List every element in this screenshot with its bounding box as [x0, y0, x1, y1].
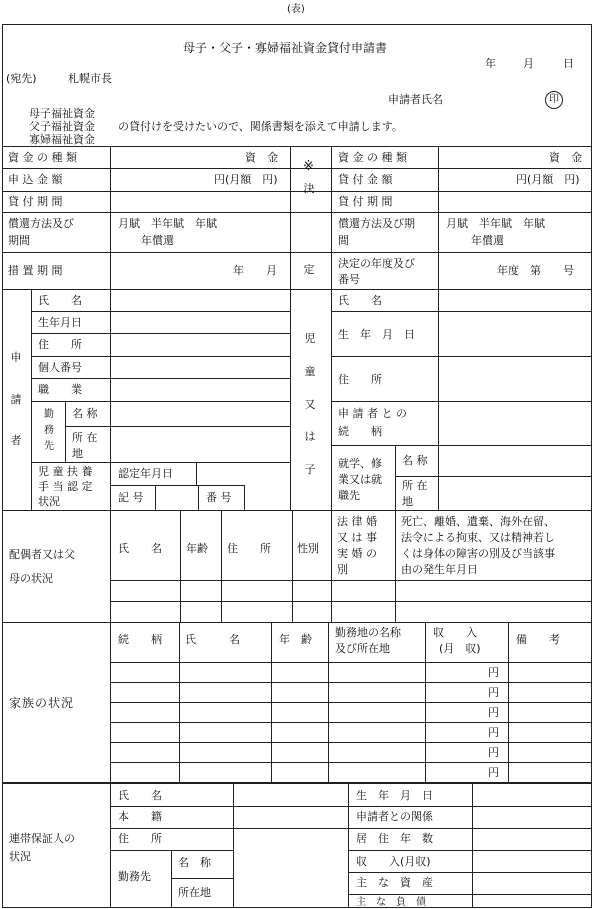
allowance-label-1: 児 童 扶 養: [38, 465, 93, 478]
allowance-label-3: 状況: [38, 495, 60, 508]
workplace-char-1: 勤: [44, 409, 54, 420]
child-char-3: 又: [304, 397, 316, 411]
applicant-name-label: 申請者氏名: [388, 93, 443, 106]
guarantor-address-label: 住 所: [118, 832, 162, 845]
guarantor-birth-label: 生 年 月 日: [356, 789, 433, 802]
child-relation-label-2: 続 柄: [338, 425, 382, 438]
right-repay-value-1: 月賦 半年賦 年賦: [446, 217, 545, 230]
family-section-label: 家族の状況: [9, 696, 75, 710]
left-fund-unit: 資 金: [245, 151, 278, 164]
spouse-section-label-2: 母の状況: [9, 572, 53, 585]
measure-period-unit: 年 月: [233, 264, 277, 277]
loan-amount-unit: 円(月額 円): [516, 173, 580, 186]
marriage-header-1: 法 律 婚: [337, 515, 377, 528]
family-yen-6: 円: [488, 766, 499, 779]
child-char-5: 子: [304, 463, 316, 476]
applicant-char-1: 申: [10, 351, 22, 364]
date-month: 月: [523, 57, 534, 70]
guarantor-section-label-1: 連帯保証人の: [9, 832, 75, 845]
guarantor-domicile-label: 本 籍: [118, 810, 162, 823]
child-name-label: 氏 名: [338, 294, 382, 307]
cause-header-4: 由の発生年月日: [401, 563, 478, 576]
fund-type-3: 寡婦福祉資金: [29, 133, 95, 146]
apply-amount-label: 申 込 金 額: [8, 173, 63, 186]
decision-year-label-1: 決定の年度及び: [338, 257, 415, 270]
guarantor-workplace-label: 勤務先: [118, 870, 151, 883]
number-label: 番 号: [206, 491, 232, 504]
family-yen-1: 円: [488, 666, 499, 679]
child-char-4: は: [304, 430, 316, 444]
applicant-section-label: [10, 352, 22, 446]
right-repay-label-1: 償還方法及び期: [338, 217, 415, 230]
child-char-1: 児: [304, 332, 316, 345]
family-yen-2: 円: [488, 686, 499, 699]
addressee-name: 札幌市長: [68, 72, 112, 85]
decision-year-label-2: 番号: [338, 273, 360, 286]
right-fund-type-label: 資 金 の 種 類: [338, 151, 407, 164]
applicant-workplace-label: [43, 410, 55, 452]
marriage-header-4: 別: [337, 563, 348, 576]
left-repay-label-2: 期間: [8, 234, 30, 247]
family-yen-3: 円: [488, 706, 499, 719]
guarantor-assets-label: 主 な 資 産: [356, 876, 433, 889]
fund-type-1: 母子福祉資金: [29, 107, 95, 120]
guarantor-section-label-2: 状況: [9, 850, 31, 863]
applicant-birth-label: 生年月日: [38, 316, 82, 329]
left-repay-label-1: 償還方法及び: [8, 217, 74, 230]
workplace-char-2: 務: [44, 425, 54, 436]
applicant-wp-addr-label-1: 所 在: [72, 431, 98, 444]
family-name-header: 氏 名: [185, 633, 240, 646]
family-yen-4: 円: [488, 726, 499, 739]
cause-header-2: 法令による拘束、又は精神若し: [401, 531, 555, 544]
family-relation-header: 続 柄: [118, 633, 162, 646]
family-income-header-2: (月 収): [439, 642, 481, 655]
spouse-section-label-1: 配偶者又は父: [9, 548, 75, 561]
family-income-header-1: 収 入: [433, 626, 477, 639]
guarantor-relation-label: 申請者との関係: [356, 810, 433, 823]
family-age-header: 年 齢: [279, 633, 312, 646]
child-work-label-2: 業又は就: [338, 473, 382, 486]
seal-mark: 印: [545, 91, 563, 109]
child-work-label-3: 職先: [338, 489, 360, 502]
applicant-wp-addr-label-2: 地: [72, 447, 83, 460]
workplace-char-3: 先: [44, 441, 54, 452]
fund-type-2: 父子福祉資金: [29, 120, 95, 133]
cert-date-label: 認定年月日: [118, 467, 173, 480]
marriage-header-2: 又 は 事: [337, 531, 377, 544]
left-fund-type-label: 資 金 の 種 類: [8, 151, 77, 164]
child-relation-label-1: 申 請 者 と の: [338, 407, 407, 420]
child-work-label-1: 就学、修: [338, 457, 382, 470]
child-char-2: 童: [304, 364, 316, 378]
apply-amount-unit: 円(月額 円): [214, 173, 278, 186]
applicant-occupation-label: 職 業: [38, 383, 82, 396]
family-workplace-header-2: 及び所在地: [335, 642, 390, 655]
marriage-header-3: 実 婚 の: [337, 547, 377, 560]
date-day: 日: [563, 57, 574, 70]
guarantor-income-label: 収 入(月収): [356, 855, 431, 868]
applicant-personal-no-label: 個人番号: [38, 361, 82, 374]
applicant-char-3: 者: [10, 434, 22, 447]
applicant-wp-name-label: 名 称: [72, 407, 98, 420]
spouse-name-header: 氏 名: [118, 542, 162, 555]
child-section-label: [304, 333, 316, 475]
addressee-prefix: (宛先): [6, 72, 37, 85]
left-repay-value-2: 年償還: [141, 234, 174, 247]
guarantor-wp-addr-label: 所在地: [178, 886, 211, 899]
allowance-label-2: 手 当 認 定: [38, 480, 93, 493]
child-wk-name-label: 名 称: [402, 454, 428, 467]
decision-label: [303, 183, 315, 275]
family-workplace-header-1: 勤務地の名称: [335, 626, 401, 639]
intro-text: の貸付けを受けたいので、関係書類を添えて申請します。: [118, 120, 403, 133]
family-yen-5: 円: [488, 746, 499, 759]
measure-period-label: 措 置 期 間: [8, 264, 63, 277]
child-birth-label: 生 年 月 日: [338, 328, 415, 341]
guarantor-debts-label: 主 な 負 債: [356, 897, 426, 908]
right-repay-value-2: 年償還: [471, 234, 504, 247]
applicant-name-row-label: 氏 名: [38, 294, 82, 307]
right-loan-period-label: 貸 付 期 間: [338, 195, 393, 208]
cause-header-3: くは身体の障害の別及び当該事: [401, 547, 555, 560]
spouse-age-header: 年齢: [186, 542, 208, 555]
guarantor-name-label: 氏 名: [118, 789, 162, 802]
loan-amount-label: 貸 付 金 額: [338, 173, 393, 186]
child-wk-addr-label-1: 所 在: [402, 479, 428, 492]
side-label: (表): [287, 4, 305, 15]
family-remarks-header: 備 考: [516, 633, 560, 646]
decision-char-1: 決: [303, 182, 315, 195]
symbol-label: 記 号: [118, 491, 144, 504]
guarantor-residence-label: 居 住 年 数: [356, 832, 433, 845]
decision-char-2: 定: [303, 263, 315, 276]
child-address-label: 住 所: [338, 373, 382, 386]
left-repay-value-1: 月賦 半年賦 年賦: [118, 217, 217, 230]
child-wk-addr-label-2: 地: [402, 495, 413, 508]
decision-year-unit: 年度 第 号: [497, 264, 574, 277]
spouse-address-header: 住 所: [227, 542, 271, 555]
applicant-char-2: 請: [10, 392, 22, 406]
form-title: 母子・父子・寡婦福祉資金貸付申請書: [183, 41, 388, 55]
guarantor-wp-name-label: 名 称: [178, 856, 211, 869]
right-fund-unit: 資 金: [549, 151, 582, 164]
cause-header-1: 死亡、離婚、遺棄、海外在留、: [401, 515, 555, 528]
left-loan-period-label: 貸 付 期 間: [8, 195, 63, 208]
date-year: 年: [485, 57, 496, 70]
applicant-address-label: 住 所: [38, 338, 82, 351]
right-repay-label-2: 間: [338, 234, 349, 247]
spouse-sex-header: 性別: [297, 542, 319, 555]
decision-mark: ※: [303, 159, 314, 174]
